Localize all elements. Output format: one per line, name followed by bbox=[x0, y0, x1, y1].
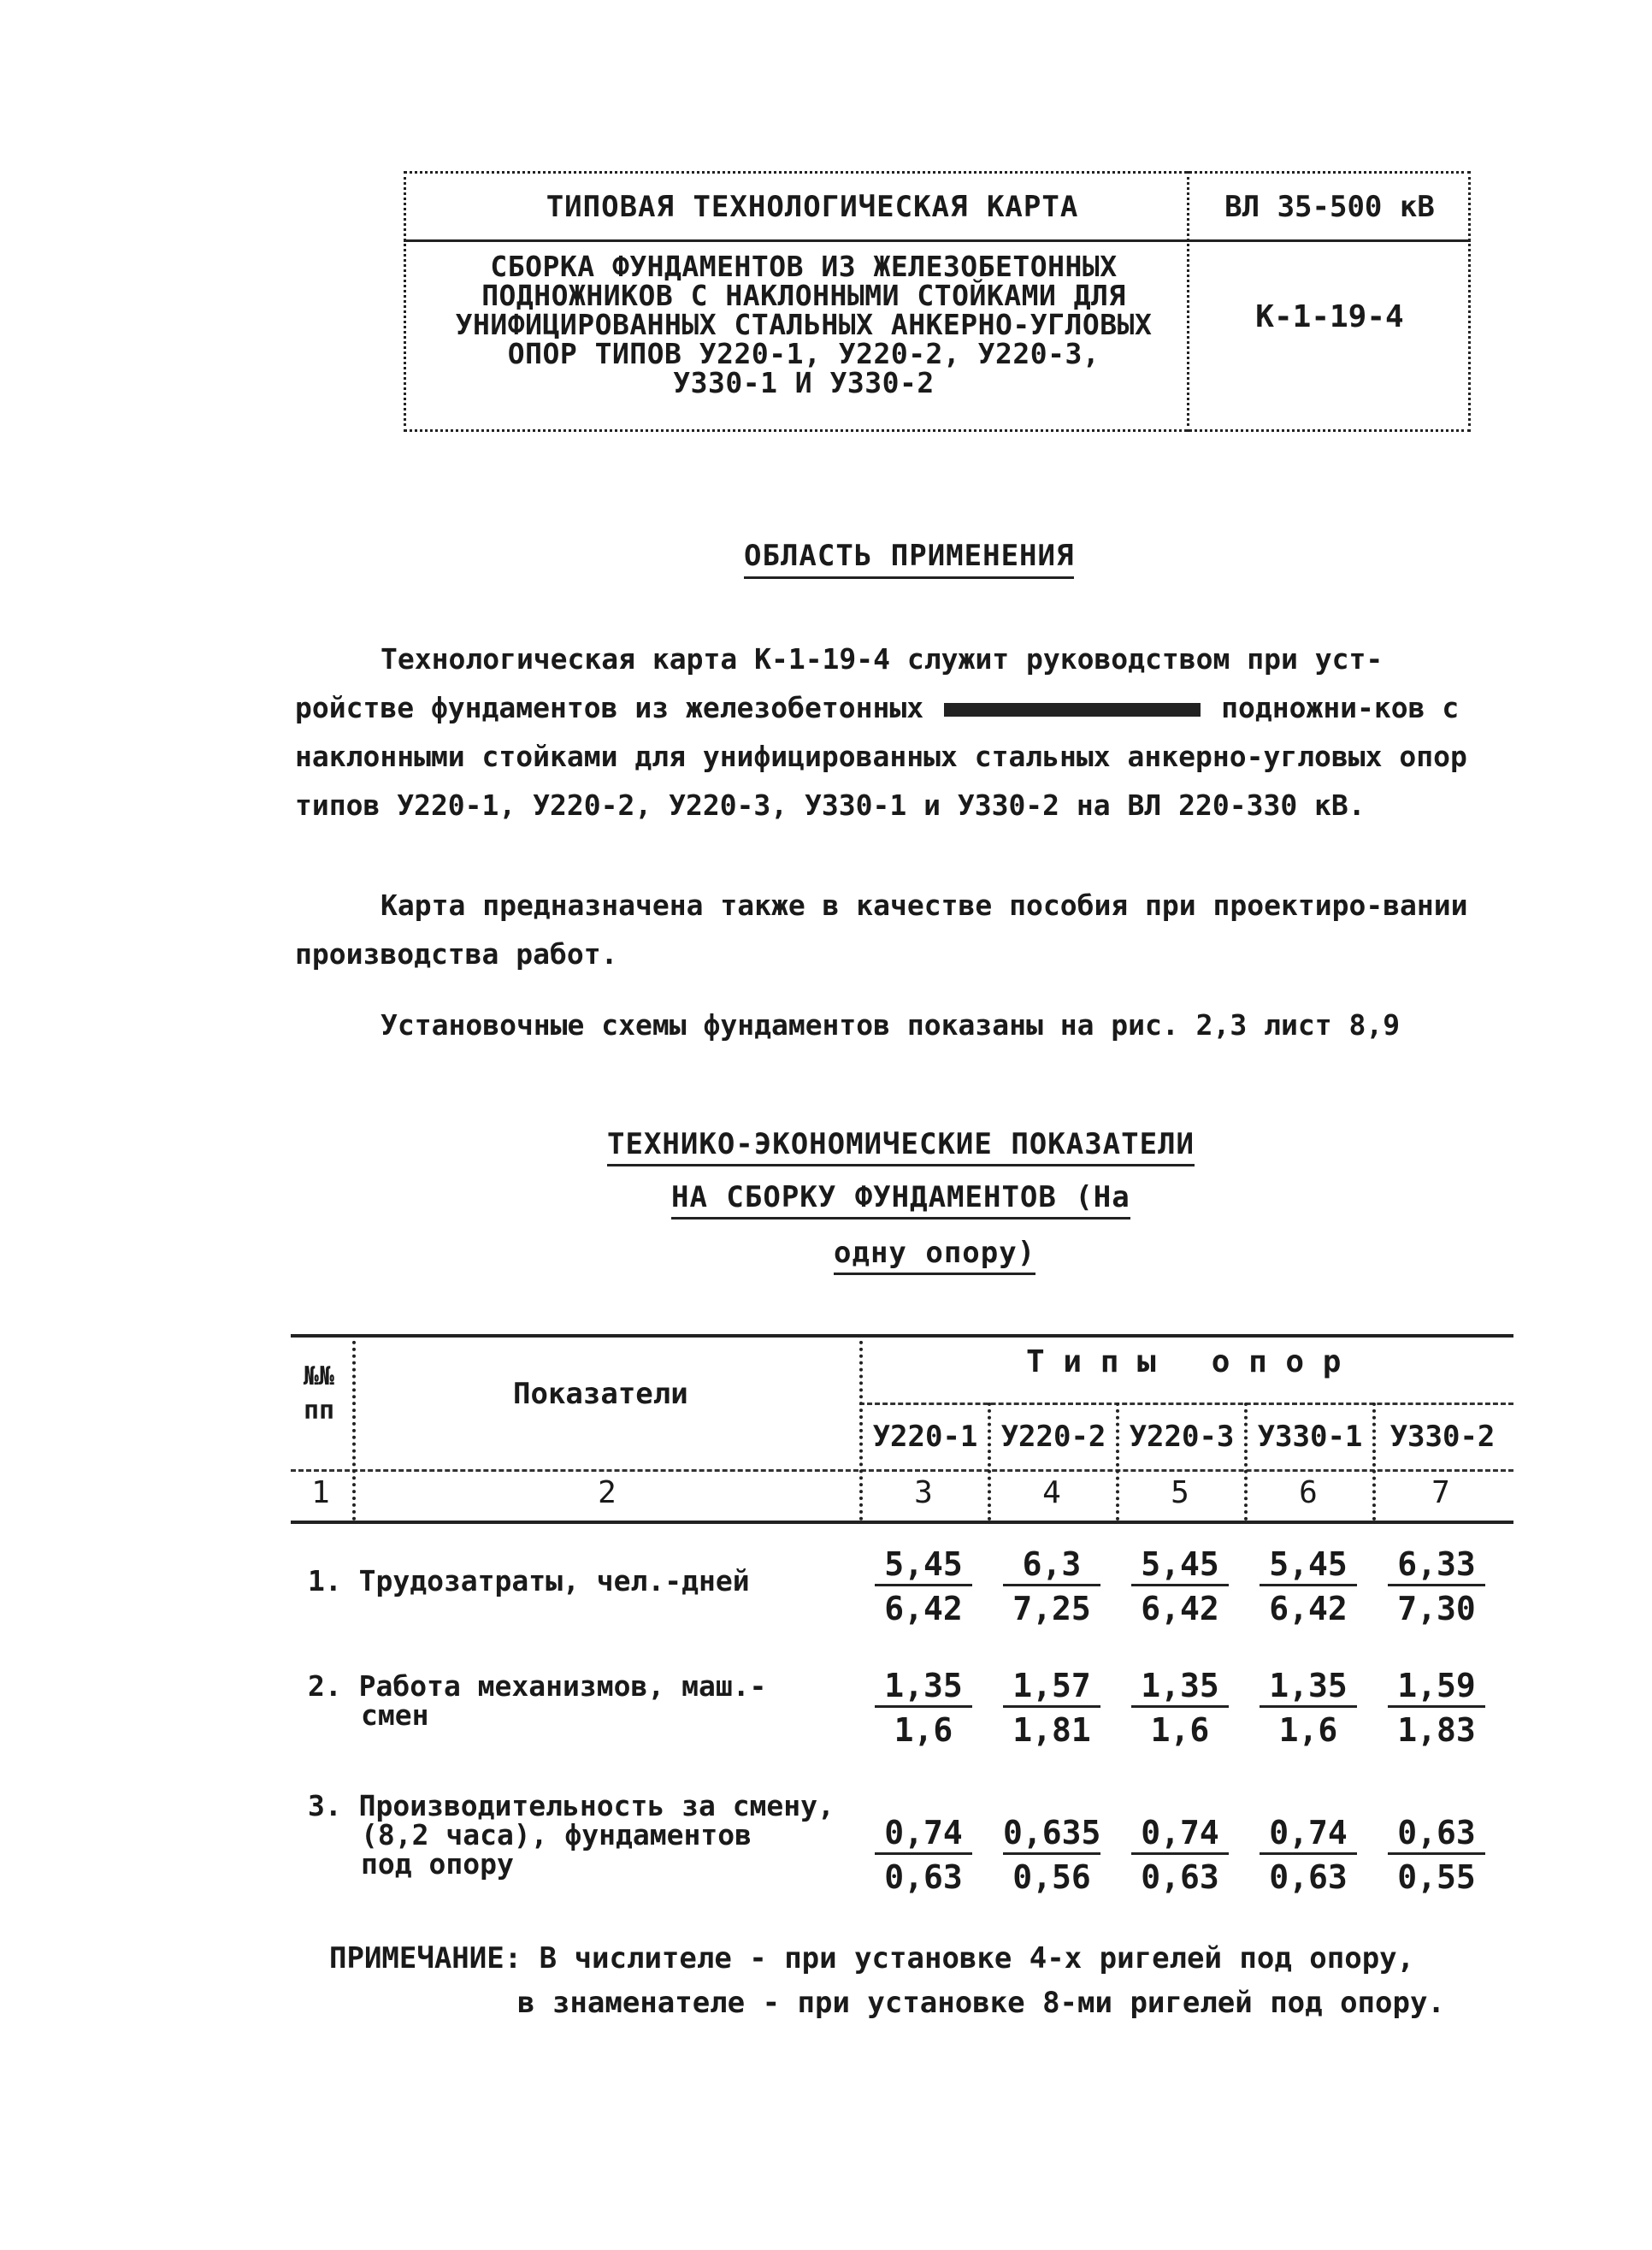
column-number: 4 bbox=[1042, 1475, 1061, 1510]
value-numerator: 0,74 bbox=[1260, 1815, 1357, 1855]
table-column-separator bbox=[1372, 1403, 1376, 1521]
table-top-rule bbox=[291, 1334, 1513, 1338]
scope-paragraph-2 bbox=[295, 881, 1475, 978]
value-numerator: 5,45 bbox=[1260, 1546, 1357, 1586]
value-cell bbox=[859, 1815, 988, 1896]
indicator-label-line: смен bbox=[361, 1698, 429, 1732]
value-denominator: 6,42 bbox=[1269, 1590, 1348, 1627]
value-numerator: 1,59 bbox=[1388, 1668, 1485, 1708]
value-denominator: 0,55 bbox=[1397, 1858, 1476, 1896]
table-column-separator bbox=[352, 1334, 356, 1521]
column-number: 5 bbox=[1171, 1475, 1189, 1510]
card-title-line: УНИФИЦИРОВАННЫХ СТАЛЬНЫХ АНКЕРНО-УГЛОВЫХ bbox=[455, 308, 1153, 341]
table-note: ПРИМЕЧАНИЕ: В числителе - при установке 4-х ригелей под опору, bbox=[329, 1941, 1415, 1975]
scope-text: подножни-ков с наклонными стойками для унифицированных стальных анкерно-угловых опор типов У220-1, У220-2, У220-3, У330-1 и У330-2 на ВЛ 220-330 кВ. bbox=[295, 691, 1467, 822]
types-header: Т и п ы о п о р bbox=[1026, 1344, 1342, 1379]
indicator-row-label bbox=[308, 1789, 889, 1881]
type-header: У220-3 bbox=[1129, 1420, 1235, 1454]
value-cell bbox=[1244, 1815, 1372, 1896]
value-cell bbox=[1244, 1668, 1372, 1749]
col-header-indicator: Показатели bbox=[513, 1377, 688, 1411]
value-numerator: 0,74 bbox=[1131, 1815, 1229, 1855]
column-number: 1 bbox=[311, 1475, 330, 1510]
value-numerator: 6,3 bbox=[1003, 1546, 1100, 1586]
value-cell bbox=[859, 1546, 988, 1627]
value-denominator: 6,42 bbox=[1141, 1590, 1219, 1627]
type-header: У330-2 bbox=[1389, 1420, 1496, 1454]
value-cell bbox=[988, 1815, 1116, 1896]
card-code: К-1-19-4 bbox=[1255, 299, 1404, 334]
scope-text: Карта предназначена также в качестве пособия при проектиро-вании производства работ. bbox=[295, 889, 1468, 971]
table-column-separator bbox=[1244, 1403, 1248, 1521]
value-numerator: 5,45 bbox=[1131, 1546, 1229, 1586]
col-header-number: №№ пп bbox=[304, 1361, 335, 1426]
scope-paragraph-3 bbox=[295, 1001, 1475, 1049]
value-cell bbox=[1116, 1815, 1244, 1896]
types-header-rule bbox=[859, 1403, 1513, 1405]
value-denominator: 0,63 bbox=[884, 1858, 963, 1896]
table-column-separator bbox=[988, 1403, 991, 1521]
value-denominator: 0,56 bbox=[1012, 1858, 1091, 1896]
type-header: У220-1 bbox=[872, 1420, 978, 1454]
indicator-row-label bbox=[308, 1564, 889, 1597]
header-divider-horizontal bbox=[404, 239, 1471, 242]
value-denominator: 1,6 bbox=[1278, 1711, 1338, 1749]
value-cell bbox=[1244, 1546, 1372, 1627]
card-title-line: У330-1 И У330-2 bbox=[673, 366, 935, 399]
scope-text: Технологическая карта К-1-19-4 служит руководством при уст-ройстве фундаментов из железобетонных bbox=[295, 642, 1384, 724]
card-title bbox=[428, 252, 1180, 398]
indicators-heading-line: НА СБОРКУ ФУНДАМЕНТОВ (На bbox=[671, 1180, 1130, 1219]
value-denominator: 1,6 bbox=[1150, 1711, 1210, 1749]
value-denominator: 1,6 bbox=[894, 1711, 953, 1749]
value-numerator: 1,35 bbox=[1131, 1668, 1229, 1708]
value-numerator: 1,35 bbox=[875, 1668, 972, 1708]
voltage-label: ВЛ 35-500 кВ bbox=[1224, 190, 1435, 224]
table-note: в знаменателе - при установке 8-ми ригелей под опору. bbox=[517, 1986, 1445, 2020]
scope-heading: ОБЛАСТЬ ПРИМЕНЕНИЯ bbox=[744, 539, 1074, 579]
value-numerator: 1,35 bbox=[1260, 1668, 1357, 1708]
value-denominator: 7,25 bbox=[1012, 1590, 1091, 1627]
indicators-heading-line: одну опору) bbox=[834, 1236, 1035, 1275]
value-denominator: 6,42 bbox=[884, 1590, 963, 1627]
value-denominator: 1,83 bbox=[1397, 1711, 1476, 1749]
value-cell bbox=[1372, 1668, 1501, 1749]
column-number: 2 bbox=[598, 1475, 617, 1510]
value-cell bbox=[859, 1668, 988, 1749]
value-denominator: 0,63 bbox=[1269, 1858, 1348, 1896]
value-cell bbox=[988, 1546, 1116, 1627]
header-bottom-rule bbox=[291, 1521, 1513, 1524]
card-title-line: ОПОР ТИПОВ У220-1, У220-2, У220-3, bbox=[507, 337, 1100, 370]
value-numerator: 0,635 bbox=[1003, 1815, 1100, 1855]
card-title-line: ПОДНОЖНИКОВ С НАКЛОННЫМИ СТОЙКАМИ ДЛЯ bbox=[481, 279, 1126, 312]
column-number: 3 bbox=[914, 1475, 933, 1510]
indicator-row-label bbox=[308, 1669, 889, 1732]
value-numerator: 0,63 bbox=[1388, 1815, 1485, 1855]
indicator-label-line: 1. Трудозатраты, чел.-дней bbox=[308, 1564, 750, 1597]
card-title-line: СБОРКА ФУНДАМЕНТОВ ИЗ ЖЕЛЕЗОБЕТОННЫХ bbox=[490, 250, 1118, 283]
indicator-label-line: под опору bbox=[361, 1847, 514, 1881]
header-divider-vertical bbox=[1187, 171, 1189, 432]
indicator-label-line: 3. Производительность за смену, bbox=[308, 1789, 835, 1822]
table-column-separator bbox=[859, 1334, 863, 1521]
value-cell bbox=[1116, 1546, 1244, 1627]
value-cell bbox=[1372, 1815, 1501, 1896]
header-sub-rule bbox=[291, 1469, 1513, 1472]
indicator-label-line: (8,2 часа), фундаментов bbox=[361, 1818, 752, 1851]
struck-out-word bbox=[944, 703, 1201, 717]
value-numerator: 1,57 bbox=[1003, 1668, 1100, 1708]
column-number: 6 bbox=[1299, 1475, 1318, 1510]
value-cell bbox=[1116, 1668, 1244, 1749]
column-number: 7 bbox=[1431, 1475, 1450, 1510]
value-numerator: 0,74 bbox=[875, 1815, 972, 1855]
scope-paragraph-1 bbox=[295, 635, 1475, 830]
value-denominator: 7,30 bbox=[1397, 1590, 1476, 1627]
indicators-heading-line: ТЕХНИКО-ЭКОНОМИЧЕСКИЕ ПОКАЗАТЕЛИ bbox=[607, 1127, 1195, 1166]
scope-text: Установочные схемы фундаментов показаны на рис. 2,3 лист 8,9 bbox=[381, 1008, 1401, 1042]
value-numerator: 5,45 bbox=[875, 1546, 972, 1586]
type-header: У330-1 bbox=[1257, 1420, 1363, 1454]
card-type-title: ТИПОВАЯ ТЕХНОЛОГИЧЕСКАЯ КАРТА bbox=[546, 190, 1079, 224]
indicator-label-line: 2. Работа механизмов, маш.- bbox=[308, 1669, 767, 1703]
value-numerator: 6,33 bbox=[1388, 1546, 1485, 1586]
table-column-separator bbox=[1116, 1403, 1119, 1521]
type-header: У220-2 bbox=[1000, 1420, 1106, 1454]
value-cell bbox=[988, 1668, 1116, 1749]
value-denominator: 1,81 bbox=[1012, 1711, 1091, 1749]
value-cell bbox=[1372, 1546, 1501, 1627]
value-denominator: 0,63 bbox=[1141, 1858, 1219, 1896]
